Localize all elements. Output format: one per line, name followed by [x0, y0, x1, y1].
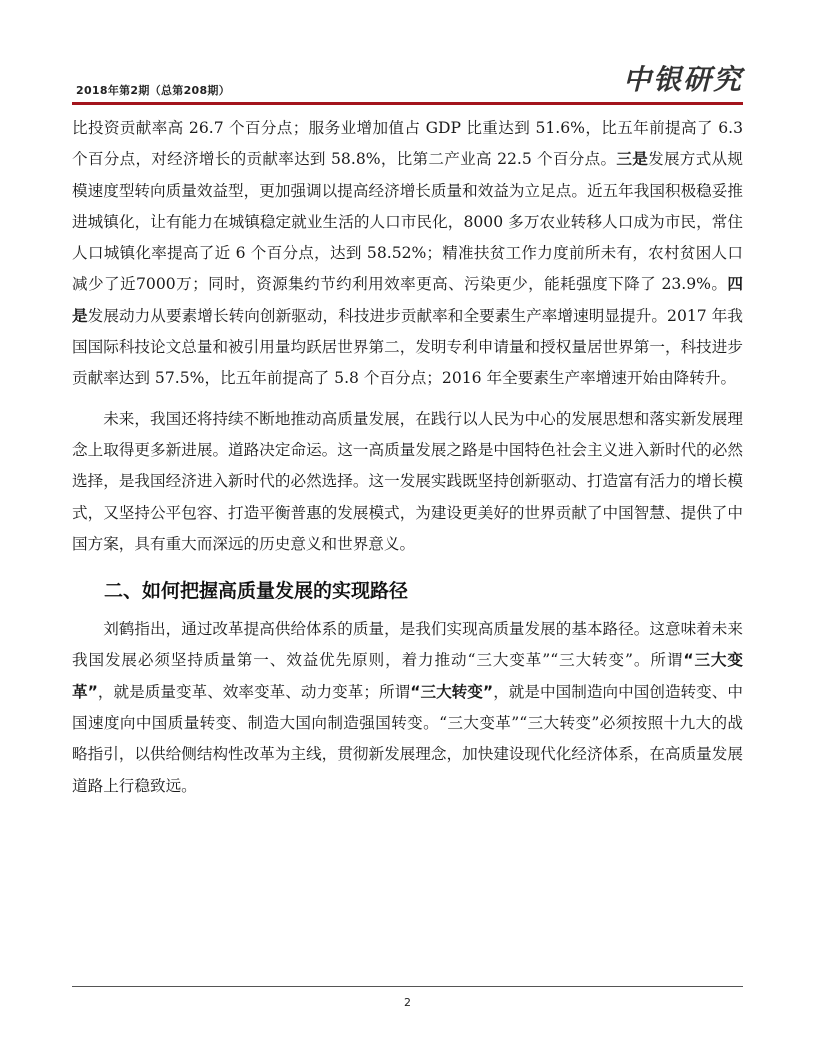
paragraph-2: 未来，我国还将持续不断地推动高质量发展，在践行以人民为中心的发展思想和落实新发展理念上取得更多新进展。道路决定命运。这一高质量发展之路是中国特色社会主义进入新时代的必然选择，是我国经济进入新时代的必然选择。这一发展实践既坚持创新驱动、打造富有活力的增长模式，又坚持公平包容、打造平衡普惠的发展模式，为建设更美好的世界贡献了中国智慧、提供了中国方案，具有重大而深远的历史意义和世界意义。: [72, 409, 743, 553]
paragraph-1: 比投资贡献率高 26.7 个百分点；服务业增加值占 GDP 比重达到 51.6%，比五年前提高了 6.3 个百分点，对经济增长的贡献率达到 58.8%，比第二产业高 22.5 个百分点。三是发展方式从规模速度型转向质量效益型，更加强调以提高经济增长质量和效益为立足点。近五年我国积极稳妥推进城镇化，让有能力在城镇稳定就业生活的人口市民化，8000 多万农业转移人口成为市民，常住人口城镇化率提高了近 6 个百分点，达到 58.52%；精准扶贫工作力度前所未有，农村贫困人口减少了近7000万；同时，资源集约节约利用效率更高、污染更少，能耗强度下降了 23.9%。四是发展动力从要素增长转向创新驱动，科技进步贡献率和全要素生产率增速明显提升。2017 年我国国际科技论文总量和被引用量均跃居世界第二，发明专利申请量和授权量居世界第一，科技进步贡献率达到 57.5%，比五年前提高了 5.8 个百分点；2016 年全要素生产率增速开始由降转升。: [72, 119, 743, 388]
emphasis-four: 四是: [72, 275, 743, 325]
footer-rule: [72, 986, 743, 987]
paragraph-3: 刘鹤指出，通过改革提高供给体系的质量，是我们实现高质量发展的基本路径。这意味着未来我国发展必须坚持质量第一、效益优先原则，着力推动“三大变革”“三大转变”。所谓“三大变革”，就是质量变革、效率变革、动力变革；所谓“三大转变”，就是中国制造向中国创造转变、中国速度向中国质量转变、制造大国向制造强国转变。“三大变革”“三大转变”必须按照十九大的战略指引，以供给侧结构性改革为主线，贯彻新发展理念，加快建设现代化经济体系，在高质量发展道路上行稳致远。: [72, 620, 743, 795]
section-heading: 二、如何把握高质量发展的实现路径: [104, 580, 409, 603]
emphasis-three-changes: “三大变革”: [72, 651, 743, 701]
page-number: 2: [404, 996, 411, 1009]
page-header: [72, 58, 743, 102]
emphasis-three: 三是: [616, 150, 649, 169]
emphasis-three-transformations: “三大转变”: [410, 682, 494, 701]
issue-label: 2018年第2期（总第208期）: [76, 84, 231, 97]
article-body: [72, 113, 743, 802]
publication-logo: 中银研究: [622, 63, 743, 96]
header-rule: [72, 102, 743, 105]
